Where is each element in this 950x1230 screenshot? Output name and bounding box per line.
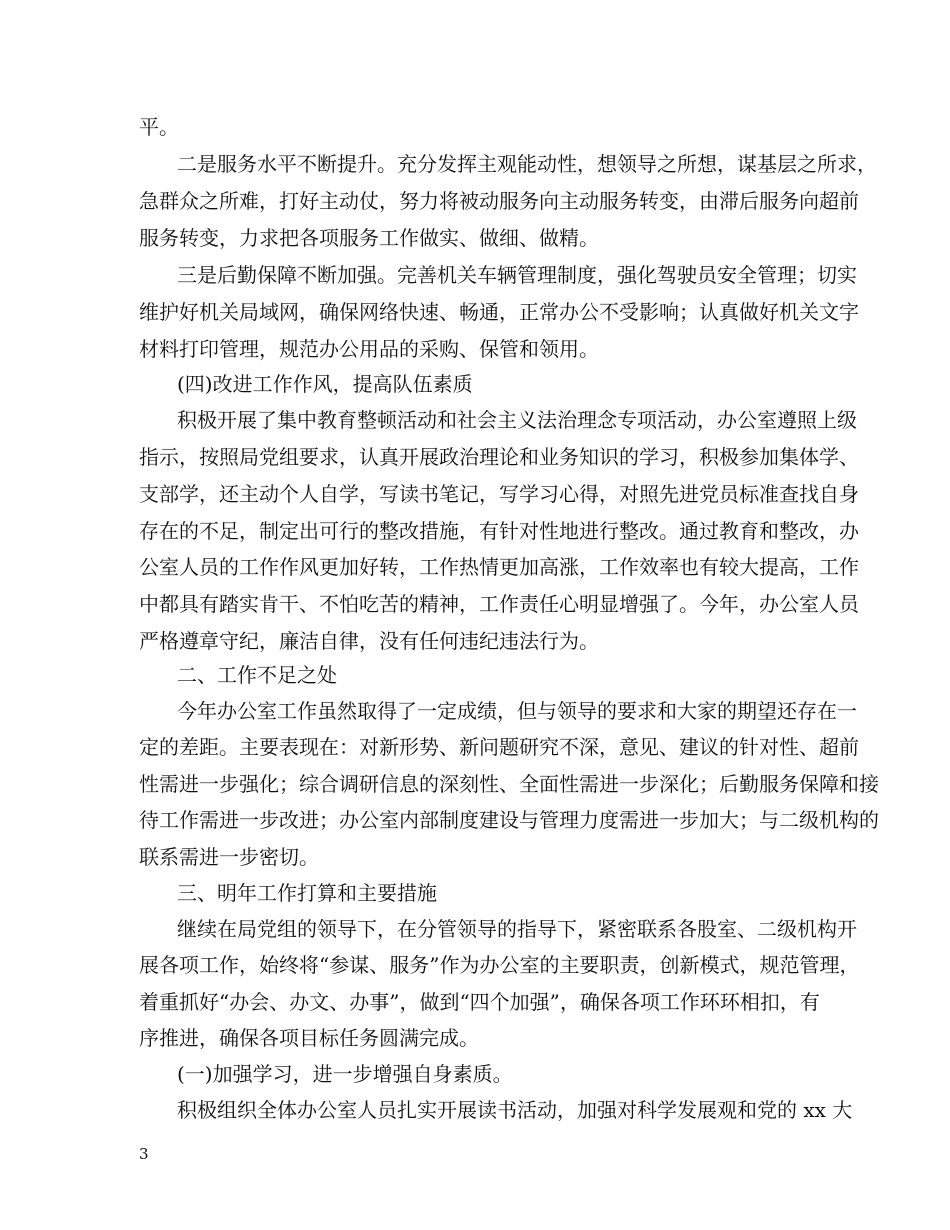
paragraph-line: 材料打印管理，规范办公用品的采购、保管和领用。 bbox=[139, 337, 599, 361]
section-heading: 二、工作不足之处 bbox=[177, 663, 337, 687]
paragraph-line: 定的差距。主要表现在：对新形势、新问题研究不深，意见、建议的针对性、超前 bbox=[139, 735, 859, 759]
paragraph-line: 展各项工作，始终将“参谋、服务”作为办公室的主要职责，创新模式，规范管理， bbox=[139, 953, 860, 977]
paragraph-line: 联系需进一步密切。 bbox=[139, 845, 319, 869]
paragraph-line: 支部学，还主动个人自学，写读书笔记，写学习心得，对照先进党员标准查找自身 bbox=[139, 482, 859, 506]
paragraph-line: 积极开展了集中教育整顿活动和社会主义法治理念专项活动，办公室遵照上级 bbox=[177, 408, 857, 432]
paragraph-line: 维护好机关局域网，确保网络快速、畅通，正常办公不受影响；认真做好机关文字 bbox=[139, 300, 859, 324]
section-heading: (四)改进工作作风，提高队伍素质 bbox=[177, 372, 473, 396]
paragraph-line: 待工作需进一步改进；办公室内部制度建设与管理力度需进一步加大；与二级机构的 bbox=[139, 808, 879, 832]
subsection-heading: (一)加强学习，进一步增强自身素质。 bbox=[177, 1062, 513, 1086]
paragraph-line: 存在的不足，制定出可行的整改措施，有针对性地进行整改。通过教育和整改，办 bbox=[139, 519, 859, 543]
paragraph-line: 服务转变，力求把各项服务工作做实、做细、做精。 bbox=[139, 226, 599, 250]
paragraph-line: 三是后勤保障不断加强。完善机关车辆管理制度，强化驾驶员安全管理；切实 bbox=[177, 263, 857, 287]
paragraph-line: 序推进，确保各项目标任务圆满完成。 bbox=[139, 1026, 479, 1050]
paragraph-line: 严格遵章守纪，廉洁自律，没有任何违纪违法行为。 bbox=[139, 629, 599, 653]
paragraph-line: 指示，按照局党组要求，认真开展政治理论和业务知识的学习，积极参加集体学、 bbox=[139, 445, 859, 469]
paragraph-line: 性需进一步强化；综合调研信息的深刻性、全面性需进一步深化；后勤服务保障和接 bbox=[139, 772, 879, 796]
page-number: 3 bbox=[139, 1145, 149, 1163]
paragraph-line: 继续在局党组的领导下，在分管领导的指导下，紧密联系各股室、二级机构开 bbox=[177, 917, 857, 941]
paragraph-line: 积极组织全体办公室人员扎实开展读书活动，加强对科学发展观和党的 xx 大 bbox=[177, 1098, 853, 1122]
paragraph-line: 今年办公室工作虽然取得了一定成绩，但与领导的要求和大家的期望还存在一 bbox=[177, 699, 857, 723]
section-heading: 三、明年工作打算和主要措施 bbox=[177, 881, 437, 905]
paragraph-line: 二是服务水平不断提升。充分发挥主观能动性，想领导之所想，谋基层之所求， bbox=[177, 152, 877, 176]
text-line: 平。 bbox=[139, 115, 179, 139]
paragraph-line: 急群众之所难，打好主动仗，努力将被动服务向主动服务转变，由滞后服务向超前 bbox=[139, 189, 859, 213]
paragraph-line: 中都具有踏实肯干、不怕吃苦的精神，工作责任心明显增强了。今年，办公室人员 bbox=[139, 592, 859, 616]
paragraph-line: 公室人员的工作作风更加好转，工作热情更加高涨，工作效率也有较大提高，工作 bbox=[139, 555, 859, 579]
paragraph-line: 着重抓好“办会、办文、办事”，做到“四个加强”，确保各项工作环环相扣，有 bbox=[139, 990, 820, 1014]
